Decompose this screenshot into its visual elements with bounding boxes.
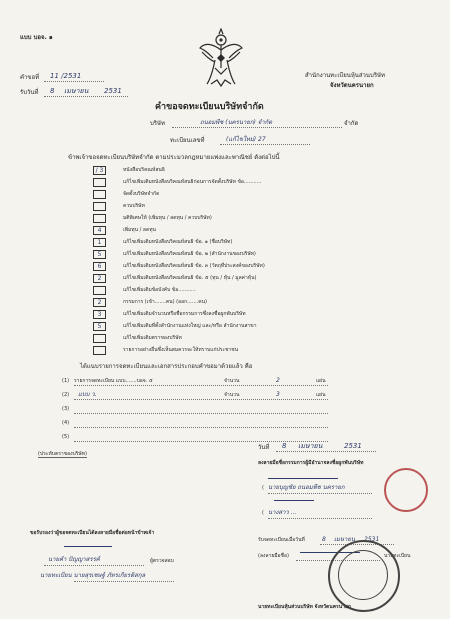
checklist-label: แก้ไขเพิ่มเติมหนังสือบริคณห์สนธิก่อนการจัดตั้งบริษัท ข้อ...........: [123, 179, 262, 185]
checkbox[interactable]: / 3: [93, 166, 106, 175]
registrar-seal-inner: [338, 550, 388, 600]
attachment-number: (1): [62, 378, 70, 384]
checkbox[interactable]: 2: [93, 274, 106, 283]
office-line-1: สำนักงานทะเบียนหุ้นส่วนบริษัท: [305, 72, 385, 79]
attachment-line: [74, 385, 328, 386]
company-name: ถนอมพืช (นครนายก) จำกัด: [200, 119, 273, 126]
registrar-sign-suffix: นายทะเบียน: [384, 553, 411, 559]
checklist-label: แก้ไขเพิ่มเติมหนังสือบริคณห์สนธิ ข้อ. ๑ (ชื่อบริษัท): [123, 239, 233, 245]
witness-name-1: นายคำ ปัญญาสรรค์: [48, 556, 100, 563]
attachment-qty-label: จำนวน: [224, 378, 240, 384]
checklist-label: แก้ไขเพิ่มเติมหนังสือบริคณห์สนธิ ข้อ. ๕ (ทุน / หุ้น / มูลค่าหุ้น): [123, 275, 257, 281]
checklist-label: รายการอย่างอื่นซึ่งเห็นสมควรจะให้ทราบแก่ประชาชน: [123, 347, 239, 353]
attachment-line: [74, 399, 328, 400]
sign-date-label: วันที่: [258, 444, 270, 451]
sign-date-dots: [276, 451, 376, 452]
attachment-line: [74, 413, 328, 414]
attachment-number: (5): [62, 434, 70, 440]
attachment-line: [74, 427, 328, 428]
company-seal-note: (ประทับตราของบริษัท): [38, 451, 87, 457]
attachment-unit: แผ่น: [316, 392, 326, 398]
signer-dots: [268, 518, 372, 519]
registrar-sign-label: (ลงลายมือชื่อ): [258, 553, 289, 559]
registration-number: (แก้ไขใหม่) 27: [226, 136, 266, 143]
signer-open-paren: (: [262, 485, 264, 491]
signer-name: นายบุญชัย ถนอมพืช นครายก: [268, 484, 345, 491]
received-dots: [44, 96, 128, 97]
checklist-label: มติพิเศษให้ (เพิ่มทุน / ลดทุน / ควบบริษัท): [123, 215, 212, 221]
sign-year: 2531: [344, 442, 362, 450]
witness-heading: ขอรับรองว่าผู้ขอจดทะเบียนได้ลงลายมือชื่อต่อหน้าข้าพเจ้า: [30, 530, 155, 536]
signer-dots: [268, 493, 372, 494]
checkbox[interactable]: [93, 334, 106, 343]
company-name-dots: [172, 127, 342, 128]
registrar-bottom-name: นายทะเบียนหุ้นส่วนบริษัท จังหวัดนครนายก: [258, 604, 351, 610]
attachment-number: (2): [62, 392, 70, 398]
witness-role-1: ผู้ตรวจสอบ: [150, 558, 174, 564]
attachment-qty-label: จำนวน: [224, 392, 240, 398]
attachments-intro: ได้แนบรายการจดทะเบียนและเอกสารประกอบคำขอมาด้วยแล้ว คือ: [80, 363, 253, 370]
attachment-text: แบบ ว.: [78, 391, 97, 398]
signer-heading: ลงลายมือชื่อกรรมการผู้มีอำนาจลงชื่อผูกพันบริษัท: [258, 460, 364, 466]
signer-name: นางสาว ...: [268, 509, 297, 516]
witness-dots: [44, 565, 144, 566]
witness-name-2: นายทะเบียน นายสุรเชษฐ์ ภัทรเกียรติสกุล: [40, 572, 146, 579]
attachment-number: (3): [62, 406, 70, 412]
checklist-label: เพิ่มทุน / ลดทุน: [123, 227, 156, 233]
registration-dots: [220, 144, 310, 145]
checklist-label: หนังสือบริคณห์สนธิ: [123, 167, 165, 173]
checklist-label: แก้ไขเพิ่มเติมหนังสือบริคณห์สนธิ ข้อ. ๓ (วัตถุที่ประสงค์ของบริษัท): [123, 263, 265, 269]
company-prefix: บริษัท: [150, 120, 165, 127]
checkbox[interactable]: 4: [93, 226, 106, 235]
sign-month: เมษายน: [298, 442, 323, 450]
registrar-day: 8: [322, 536, 326, 543]
attachment-unit: แผ่น: [316, 378, 326, 384]
document-title: คำขอจดทะเบียนบริษัทจำกัด: [155, 102, 264, 112]
checklist-label: จัดตั้งบริษัทจำกัด: [123, 191, 160, 197]
registrar-received-label: รับจดทะเบียนเมื่อวันที่: [258, 537, 305, 543]
checklist-label: ควบบริษัท: [123, 203, 145, 209]
received-year: 2531: [104, 87, 122, 95]
witness-signature: [64, 546, 112, 547]
registration-label: ทะเบียนเลขที่: [170, 137, 205, 144]
office-line-2: จังหวัดนครนายก: [330, 82, 374, 89]
checkbox[interactable]: 6: [93, 262, 106, 271]
checkbox[interactable]: [93, 214, 106, 223]
signature-mark: [268, 478, 338, 479]
garuda-emblem-icon: [197, 28, 245, 90]
attachment-text: รายการจดทะเบียน แบบ.......บอจ. ๕: [74, 378, 153, 384]
checkbox[interactable]: 1: [93, 238, 106, 247]
registrar-month: เมษายน: [334, 536, 355, 543]
attachment-qty: 2: [276, 377, 280, 384]
attachment-qty: 3: [276, 391, 280, 398]
form-code: แบบ บอจ. ๑: [20, 34, 53, 41]
checkbox[interactable]: [93, 346, 106, 355]
checkbox[interactable]: 5: [93, 250, 106, 259]
company-suffix: จำกัด: [344, 120, 359, 127]
intro-text: ข้าพเจ้าขอจดทะเบียนบริษัทจำกัด ตามประมวลกฎหมายแพ่งและพาณิชย์ ดังต่อไปนี้: [68, 154, 280, 161]
received-month: เมษายน: [64, 87, 89, 95]
checklist-label: แก้ไขเพิ่มเติมตราของบริษัท: [123, 335, 182, 341]
checkbox[interactable]: [93, 190, 106, 199]
checklist-label: แก้ไขเพิ่มเติมข้อบังคับ ข้อ...........: [123, 287, 196, 293]
witness-dots: [74, 581, 174, 582]
company-seal-stamp: [384, 468, 428, 512]
request-number: 11 /2531: [50, 72, 82, 80]
checkbox[interactable]: 2: [93, 298, 106, 307]
signer-open-paren: (: [262, 510, 264, 516]
checklist-label: แก้ไขเพิ่มเติมที่ตั้งสำนักงานแห่งใหญ่ และ/หรือ สำนักงานสาขา: [123, 323, 257, 329]
received-date-label: รับวันที่: [20, 89, 39, 96]
sign-day: 8: [282, 442, 287, 450]
registrar-year: 2531: [364, 536, 380, 543]
checkbox[interactable]: [93, 178, 106, 187]
checkbox[interactable]: 5: [93, 322, 106, 331]
request-label: คำขอที่: [20, 74, 40, 81]
request-dots: [44, 81, 104, 82]
attachment-line: [74, 441, 328, 442]
received-day: 8: [50, 87, 55, 95]
checklist-label: แก้ไขเพิ่มเติมหนังสือบริคณห์สนธิ ข้อ. ๒ (สำนักงานของบริษัท): [123, 251, 256, 257]
attachment-number: (4): [62, 420, 70, 426]
checklist-label: กรรมการ (เข้า.......คน) (ออก.......คน): [123, 299, 207, 305]
signature-mark: [274, 500, 314, 501]
checkbox[interactable]: 3: [93, 310, 106, 319]
checkbox[interactable]: [93, 202, 106, 211]
checklist-label: แก้ไขเพิ่มเติมจำนวนหรือชื่อกรรมการซึ่งลงชื่อผูกพันบริษัท: [123, 311, 246, 317]
checkbox[interactable]: [93, 286, 106, 295]
